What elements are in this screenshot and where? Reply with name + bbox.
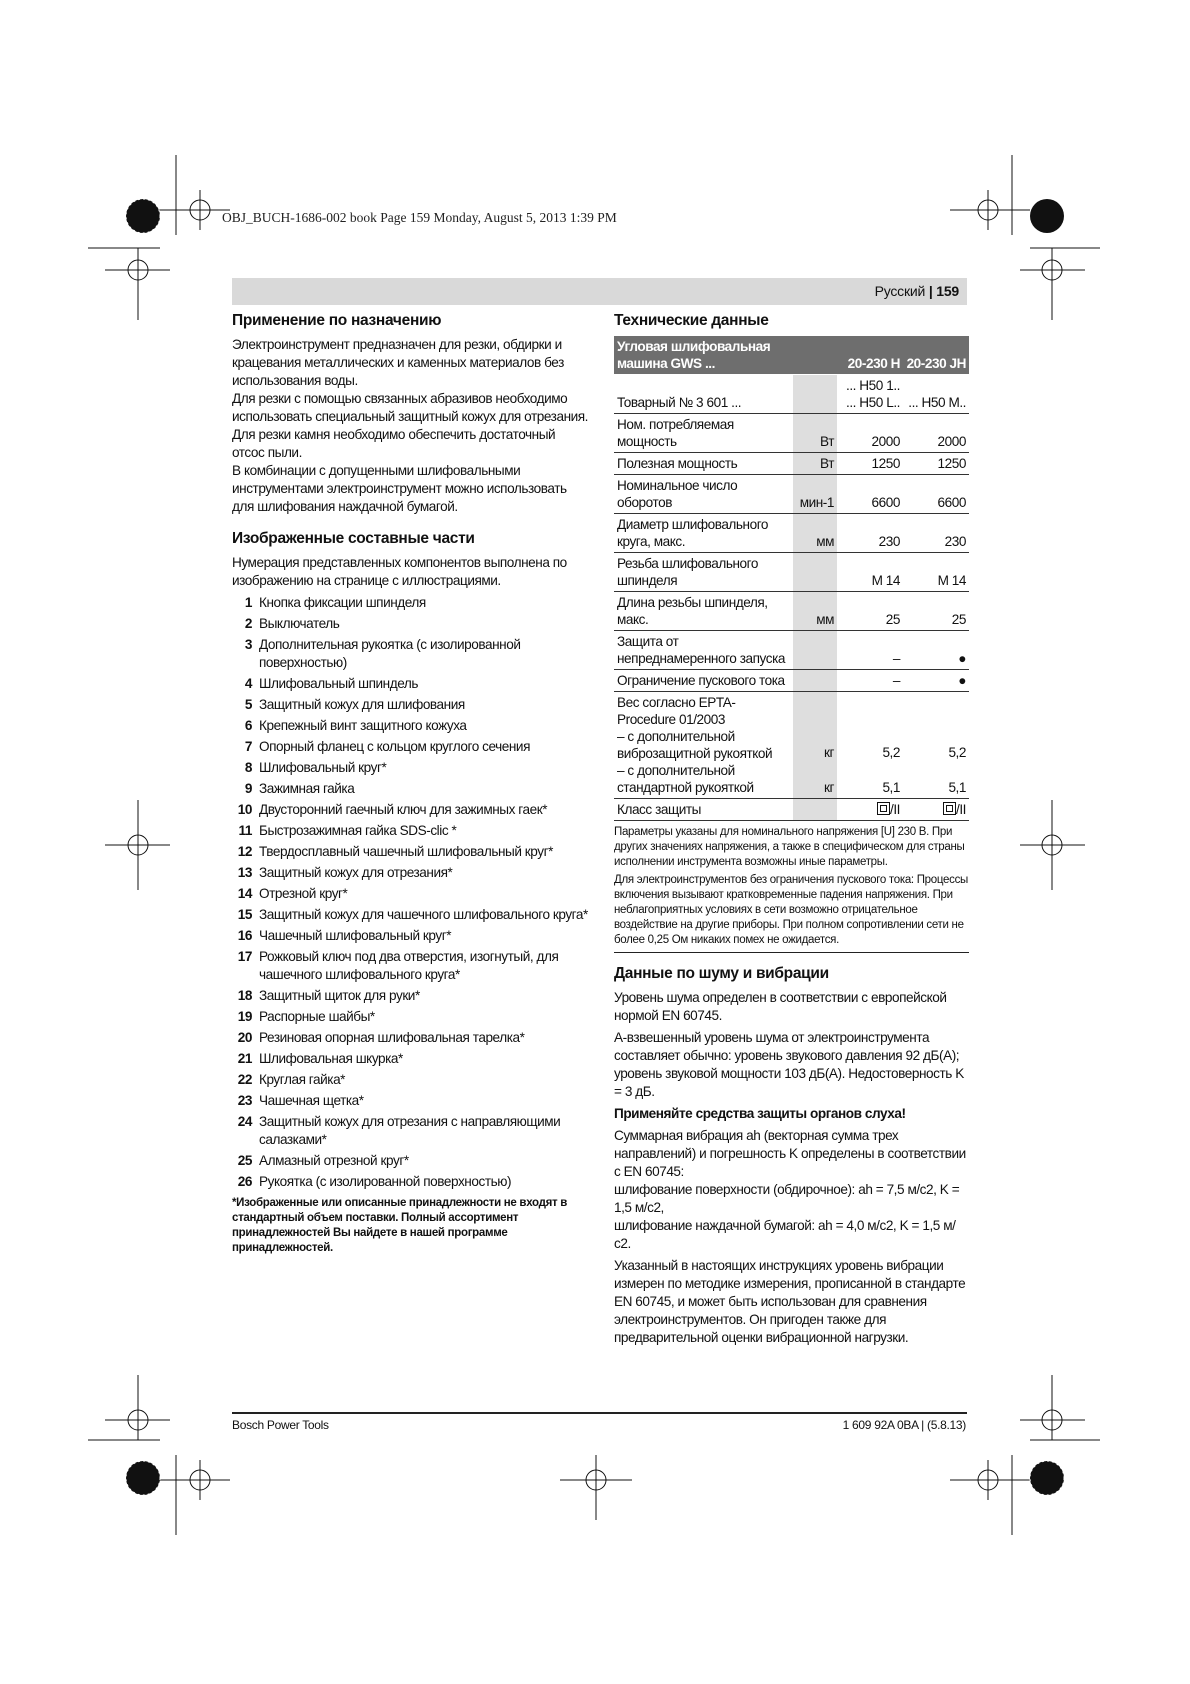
cell-v1: 1250	[837, 453, 903, 475]
table-row	[614, 592, 969, 631]
item-number: 13	[237, 865, 252, 880]
item-text: Крепежный винт защитного кожуха	[259, 718, 467, 733]
cell-label: Товарный № 3 601 ...	[614, 375, 793, 414]
paragraph: Уровень шума определен в соответствии с европейской нормой EN 60745.	[614, 990, 947, 1023]
model-1-header: 20-230 H	[837, 336, 903, 375]
cell-unit	[793, 553, 837, 592]
item-text: Алмазный отрезной круг*	[259, 1153, 409, 1168]
paragraph: А-взвешенный уровень шума от электроинструмента составляет обычно: уровень звукового давления 92 дБ(A); уровень звуковой мощности 103 дБ(A). Недостоверность K = 3 дБ.	[614, 1030, 964, 1099]
cell-v1: M 14	[837, 553, 903, 592]
cell-unit: Вт	[793, 453, 837, 475]
item-text: Защитный щиток для руки*	[259, 988, 420, 1003]
table-row-protection-class	[614, 799, 969, 821]
footer-rule	[232, 1412, 967, 1414]
item-number: 19	[237, 1009, 252, 1024]
item-text: Твердосплавный чашечный шлифовальный круг*	[259, 844, 553, 859]
cell-v2: ●	[903, 631, 969, 670]
item-number: 3	[244, 637, 252, 652]
item-text: Чашечная щетка*	[259, 1093, 364, 1108]
list-item	[232, 696, 590, 714]
cell-label: Ном. потребляемая мощность	[614, 414, 793, 453]
list-item	[232, 987, 590, 1005]
cell-label: Полезная мощность	[614, 453, 793, 475]
weight-b-label: – с дополнительной стандартной рукояткой	[617, 763, 754, 795]
item-number: 2	[244, 616, 252, 631]
footer-left: Bosch Power Tools	[232, 1418, 329, 1432]
hearing-protection-warning: Применяйте средства защиты органов слуха!	[614, 1106, 906, 1121]
list-item	[232, 843, 590, 861]
tech-note-inrush: Для электроинструментов без ограничения пускового тока: Процессы включения вызывают кратковременные падения напряжения. При неблагоприятных условиях в сети возможно отрицательное воздействие на другие приборы. При полном сопротивлении сети не более 0,25 Ом никаких помех не ожидается.	[614, 874, 968, 946]
item-number: 4	[244, 676, 252, 691]
print-slug: OBJ_BUCH-1686-002 book Page 159 Monday, August 5, 2013 1:39 PM	[222, 210, 617, 225]
item-text: Шлифовальная шкурка*	[259, 1051, 403, 1066]
list-item	[232, 927, 590, 945]
item-text: Кнопка фиксации шпинделя	[259, 595, 426, 610]
tech-notes	[614, 825, 969, 948]
item-number: 24	[237, 1114, 252, 1129]
language-label: Русский	[874, 283, 926, 299]
paragraph: Указанный в настоящих инструкциях уровень вибрации измерен по методике измерения, прописанной в стандарте EN 60745, и может быть использован для сравнения электроинструментов. Он пригоден также для предварительной оценки вибрационной нагрузки.	[614, 1258, 966, 1345]
table-row	[614, 631, 969, 670]
section-title-tech-data: Технические данные	[614, 312, 769, 329]
cell-v1: 6600	[837, 475, 903, 514]
cell-unit: Вт	[793, 414, 837, 453]
table-row-weight	[614, 692, 969, 799]
item-number: 8	[244, 760, 252, 775]
table-row	[614, 414, 969, 453]
item-number: 14	[237, 886, 252, 901]
paragraph: Для резки камня необходимо обеспечить достаточный отсос пыли.	[232, 427, 556, 460]
item-text: Чашечный шлифовальный круг*	[259, 928, 452, 943]
model-2-header: 20-230 JH	[903, 336, 969, 375]
item-number: 18	[237, 988, 252, 1003]
item-number: 15	[237, 907, 252, 922]
list-item	[232, 636, 590, 672]
cell-label: Ограничение пускового тока	[614, 670, 793, 692]
paragraph: шлифование поверхности (обдирочное): ah = 7,5 м/с2, K = 1,5 м/с2,	[614, 1182, 960, 1215]
item-text: Защитный кожух для чашечного шлифовального круга*	[259, 907, 588, 922]
item-number: 20	[237, 1030, 252, 1045]
cell-label: Защита от непреднамеренного запуска	[614, 631, 793, 670]
item-number: 17	[237, 949, 252, 964]
item-text: Распорные шайбы*	[259, 1009, 375, 1024]
item-text: Зажимная гайка	[259, 781, 355, 796]
item-number: 21	[237, 1051, 252, 1066]
cell-unit: мм	[793, 592, 837, 631]
item-number: 1	[244, 595, 252, 610]
item-text: Дополнительная рукоятка (с изолированной поверхностью)	[259, 637, 521, 670]
weight-b-v2: 5,1	[948, 780, 966, 795]
item-number: 22	[237, 1072, 252, 1087]
cell-v2: M 14	[903, 553, 969, 592]
list-item	[232, 906, 590, 924]
components-list	[232, 594, 590, 1191]
protection-v2: /II	[956, 802, 966, 817]
item-number: 23	[237, 1093, 252, 1108]
cell-v1: 230	[837, 514, 903, 553]
list-item	[232, 1173, 590, 1191]
list-item	[232, 594, 590, 612]
weight-a-v1: 5,2	[882, 745, 900, 760]
cell-v1: ... H50 1.. ... H50 L..	[837, 375, 903, 414]
page-number: Русский | 159	[874, 283, 959, 299]
weight-a-v2: 5,2	[948, 745, 966, 760]
list-item	[232, 948, 590, 984]
item-number: 7	[244, 739, 252, 754]
section-title-intended-use: Применение по назначению	[232, 312, 442, 329]
item-text: Двусторонний гаечный ключ для зажимных гаек*	[259, 802, 548, 817]
cell-unit	[793, 631, 837, 670]
tech-data-table	[614, 336, 969, 821]
list-item	[232, 822, 590, 840]
list-item	[232, 1092, 590, 1110]
accessories-note: *Изображенные или описанные принадлежности не входят в стандартный объем поставки. Полный ассортимент принадлежностей Вы найдете в нашей программе принадлежностей.	[232, 1197, 567, 1254]
list-item	[232, 615, 590, 633]
list-item	[232, 885, 590, 903]
paragraph: В комбинации с допущенными шлифовальными инструментами электроинструмент можно использовать для шлифования наждачной бумагой.	[232, 463, 567, 514]
item-text: Защитный кожух для отрезания с направляющими салазками*	[259, 1114, 561, 1147]
item-number: 6	[244, 718, 252, 733]
footer-right: 1 609 92A 0BA | (5.8.13)	[842, 1418, 966, 1432]
weight-a-label: – с дополнительной виброзащитной рукояткой	[617, 729, 773, 761]
item-number: 12	[237, 844, 252, 859]
cell-v2: 230	[903, 514, 969, 553]
list-item	[232, 1113, 590, 1149]
item-text: Шлифовальный шпиндель	[259, 676, 418, 691]
cell-unit	[793, 670, 837, 692]
table-row	[614, 475, 969, 514]
list-item	[232, 780, 590, 798]
table-row	[614, 514, 969, 553]
cell-v1: –	[837, 670, 903, 692]
table-header-row	[614, 336, 969, 375]
double-insulation-icon	[877, 802, 890, 815]
double-insulation-icon	[943, 802, 956, 815]
item-text: Защитный кожух для отрезания*	[259, 865, 453, 880]
weight-b-unit: кг	[823, 780, 834, 795]
item-number: 9	[244, 781, 252, 796]
cell-v2: 2000	[903, 414, 969, 453]
item-number: 10	[237, 802, 252, 817]
left-column	[232, 312, 590, 1256]
weight-b-v1: 5,1	[882, 780, 900, 795]
cell-v2: 6600	[903, 475, 969, 514]
list-item	[232, 675, 590, 693]
list-item	[232, 864, 590, 882]
paragraph: Нумерация представленных компонентов выполнена по изображению на странице с иллюстрациями.	[232, 555, 567, 588]
paragraph: Для резки с помощью связанных абразивов необходимо использовать специальный защитный кожух для отрезания.	[232, 391, 589, 424]
paragraph: Суммарная вибрация ah (векторная сумма трех направлений) и погрешность K определены в соответствии с EN 60745:	[614, 1128, 966, 1179]
item-number: 11	[238, 823, 252, 838]
item-text: Шлифовальный круг*	[259, 760, 387, 775]
section-title-components: Изображенные составные части	[232, 530, 475, 547]
item-text: Рукоятка (с изолированной поверхностью)	[259, 1174, 512, 1189]
weight-label: Вес согласно EPTA-Procedure 01/2003	[617, 695, 736, 727]
cell-v1: 25	[837, 592, 903, 631]
page-header-bar	[232, 278, 967, 305]
list-item	[232, 801, 590, 819]
item-text: Резиновая опорная шлифовальная тарелка*	[259, 1030, 525, 1045]
item-number: 5	[244, 697, 252, 712]
item-number: 25	[237, 1153, 252, 1168]
table-row	[614, 553, 969, 592]
item-text: Быстрозажимная гайка SDS-clic *	[259, 823, 457, 838]
divider	[614, 952, 969, 953]
item-number: 26	[237, 1174, 252, 1189]
cell-unit: мин-1	[793, 475, 837, 514]
cell-unit	[793, 375, 837, 414]
cell-v2: ... H50 M..	[903, 375, 969, 414]
table-row	[614, 375, 969, 414]
protection-v1: /II	[890, 802, 900, 817]
cell-v2: 1250	[903, 453, 969, 475]
section-title-noise: Данные по шуму и вибрации	[614, 965, 829, 982]
item-number: 16	[237, 928, 252, 943]
right-column	[614, 312, 969, 1347]
cell-label: Номинальное число оборотов	[614, 475, 793, 514]
cell-label: Диаметр шлифовального круга, макс.	[614, 514, 793, 553]
item-text: Выключатель	[259, 616, 340, 631]
table-header-label: Угловая шлифовальная машина GWS ...	[614, 336, 793, 375]
list-item	[232, 1029, 590, 1047]
list-item	[232, 1152, 590, 1170]
paragraph: шлифование наждачной бумагой: ah = 4,0 м/с2, K = 1,5 м/с2.	[614, 1218, 956, 1251]
table-row	[614, 453, 969, 475]
cell-label: Резьба шлифовального шпинделя	[614, 553, 793, 592]
cell-unit: мм	[793, 514, 837, 553]
list-item	[232, 1008, 590, 1026]
list-item	[232, 1050, 590, 1068]
page-number-value: 159	[936, 283, 959, 299]
item-text: Опорный фланец с кольцом круглого сечения	[259, 739, 530, 754]
item-text: Круглая гайка*	[259, 1072, 346, 1087]
list-item	[232, 1071, 590, 1089]
item-text: Отрезной круг*	[259, 886, 348, 901]
cell-v1: 2000	[837, 414, 903, 453]
protection-label: Класс защиты	[614, 799, 793, 821]
paragraph: Электроинструмент предназначен для резки, обдирки и крацевания металлических и каменных материалов без использования воды.	[232, 337, 564, 388]
cell-label: Длина резьбы шпинделя, макс.	[614, 592, 793, 631]
list-item	[232, 738, 590, 756]
list-item	[232, 759, 590, 777]
tech-note-voltage: Параметры указаны для номинального напряжения [U] 230 В. При других значениях напряжения, а также в специфическом для страны исполнении инструмента возможны иные параметры.	[614, 826, 965, 868]
weight-a-unit: кг	[823, 745, 834, 760]
list-item	[232, 717, 590, 735]
item-text: Защитный кожух для шлифования	[259, 697, 465, 712]
cell-v2: ●	[903, 670, 969, 692]
item-text: Рожковый ключ под два отверстия, изогнутый, для чашечного шлифовального круга*	[259, 949, 559, 982]
table-row	[614, 670, 969, 692]
cell-v2: 25	[903, 592, 969, 631]
cell-v1: –	[837, 631, 903, 670]
